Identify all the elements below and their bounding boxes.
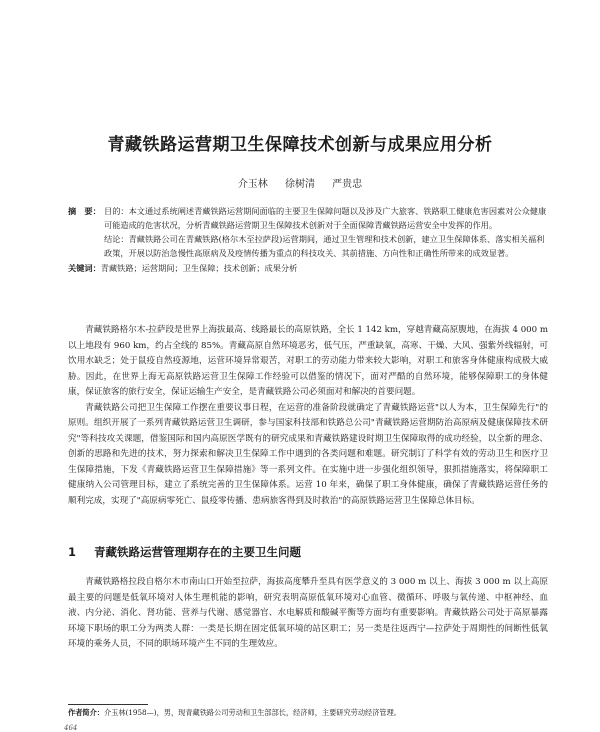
footnote-label: 作者简介： xyxy=(68,708,104,717)
abstract xyxy=(68,204,550,275)
intro-paragraph-1: 青藏铁路格尔木-拉萨段是世界上海拔最高、线路最长的高原铁路，全长 1 142 km，穿越青藏高原腹地，在海拔 4 000 m 以上地段有 960 km，约占全线的 85%。青藏高原自然环境恶劣，低气压，严重缺氧，高寒、干燥、大风、强紫外线辐射，可饮用水缺乏；处于鼠疫自然疫源地，运营环境异常艰苦，对职工的劳动能力带来较大影响，对职工和旅客身体健康构成极大威胁。因此，在世界上海无高原铁路运营卫生保障工作经验可以借鉴的情况下，面对严酷的自然环境，能够保障职工的身体健康，保证旅客的旅行安全，保证运输生产安全，是青藏铁路公司必须面对和解决的首要问题。 xyxy=(68,325,548,397)
paper-title: 青藏铁路运营期卫生保障技术创新与成果应用分析 xyxy=(107,135,493,155)
keywords-label: 关键词： xyxy=(68,263,101,273)
abstract-label: 摘 要： xyxy=(68,206,101,216)
abstract-row xyxy=(68,204,550,232)
keywords-text: 青藏铁路；运营期间；卫生保障；技术创新；成果分析 xyxy=(100,263,298,273)
footnote-text: 介玉林(1958—)，男，现青藏铁路公司劳动和卫生部部长，经济师，主要研究劳动经济管理。 xyxy=(103,708,401,717)
page-number: 464 xyxy=(64,724,78,732)
section-paragraph-1: 青藏铁路格拉段自格尔木市南山口开始至拉萨，海拔高度攀升至具有医学意义的 3 000 m 以上、海拔 3 000 m 以上高原最主要的问题是低氧环境对人体生理机能的影响，研究表明高原低氧环境对心血管、微循环、呼吸与氧传递、中枢神经、血液、内分泌、消化、肾功能、营养与代谢、感觉器官、水电解质和酸碱平衡等方面均有重要影响。青藏铁路公司处于高原暴露环境下职场的职工分为两类人群：一类是长期在固定低氧环境的站区职工；另一类是往返西宁—拉萨处于周期性的间断性低氧环境的乘务人员，不同的职场环境产生不同的生理效应。 xyxy=(68,577,548,649)
abstract-para1: 目的：本文通过系统阐述青藏铁路运营期间面临的主要卫生保障问题以及涉及广大旅客、铁路职工健康危害因素对公众健康可能造成的危害状况，分析青藏铁路运营期卫生保障技术创新对于全面保障青藏铁路运营安全中发挥的作用。 xyxy=(104,206,547,230)
abstract-para2: 结论：青藏铁路公司在青藏铁路(格尔木至拉萨段)运营期间，通过卫生管理和技术创新，建立卫生保障体系、落实相关福利政策，开展以防治急慢性高原病及及疫情传播为重点的科技攻关、其前措施、方向性和正确性所带来的成效显著。 xyxy=(104,234,545,258)
section-number: 1 xyxy=(68,545,77,559)
footnote-divider xyxy=(68,704,148,705)
intro-paragraph-2: 青藏铁路公司把卫生保障工作摆在重要议事日程，在运营的准备阶段就确定了青藏铁路运营"以人为本，卫生保障先行"的原则。组织开展了一系列青藏铁路运营卫生调研，参与国家科技部和铁路总公司"青藏铁路运营期防治高原病及健康保障技术研究"等科技攻关课题，借鉴国际和国内高原医学既有的研究成果和青藏铁路建设时期卫生保障取得的成功经验，以全新的理念、创新的思路和先进的技术，努力探索和解决卫生保障工作中遇到的各类问题和难题。研究制订了科学有效的劳动卫生和医疗卫生保障措施，下发《青藏铁路运营卫生保障措施》等一系列文件。在实施中进一步强化组织领导，狠抓措施落实，将保障职工健康纳入公司管理目标，建立了系统完善的卫生保障体系。运营 10 年来，确保了职工身体健康，确保了青藏铁路运营任务的顺利完成，实现了"高原病零死亡、鼠疫零传播、患病旅客得到及时救治"的高原铁路运营卫生保障总体目标。 xyxy=(68,402,548,506)
section-title: 青藏铁路运营管理期存在的主要卫生问题 xyxy=(94,545,302,559)
intro-body xyxy=(68,323,548,509)
authors: 介玉林 徐树清 严贵忠 xyxy=(237,179,363,190)
section-body xyxy=(68,575,548,653)
footnote xyxy=(68,708,550,718)
keywords xyxy=(68,261,550,275)
section-heading xyxy=(68,544,301,560)
